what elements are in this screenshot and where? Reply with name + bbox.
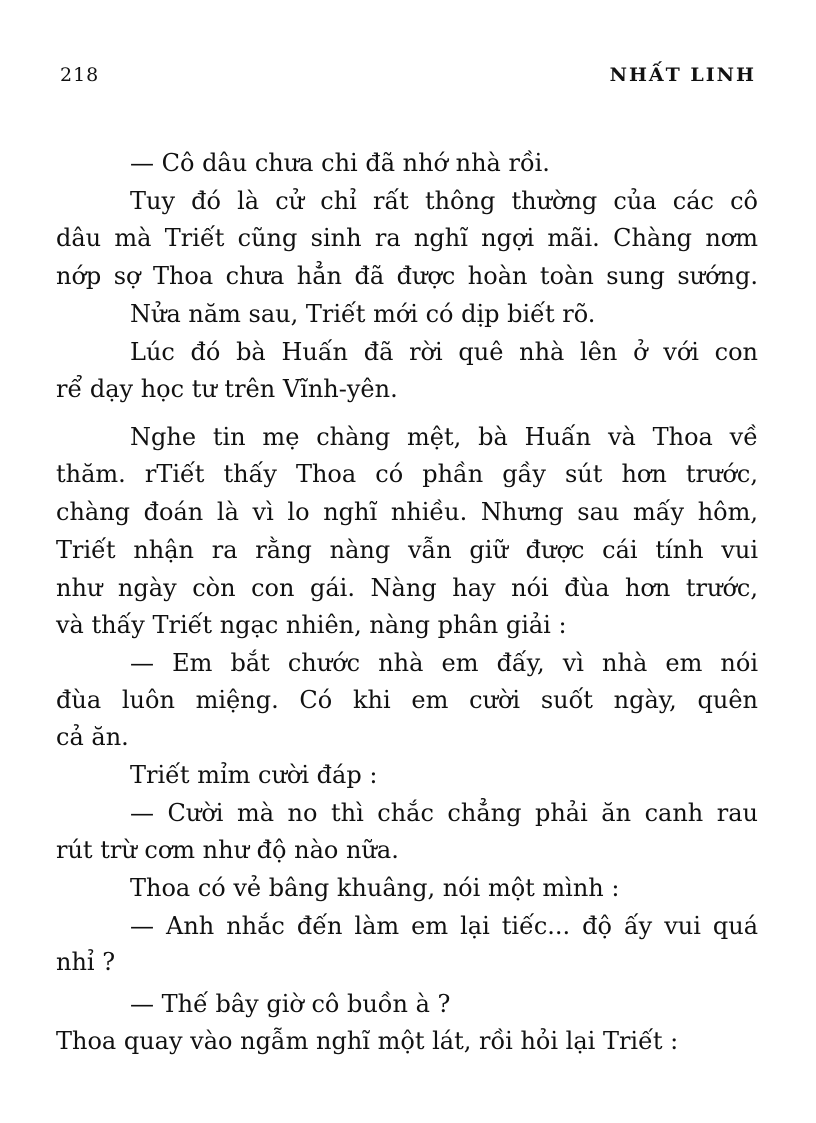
text-line: Lúc đó bà Huấn đã rời quê nhà lên ở với con xyxy=(130,338,758,366)
text-line: — Cô dâu chưa chi đã nhớ nhà rồi. xyxy=(130,149,550,177)
text-line: Triết mỉm cười đáp : xyxy=(130,761,378,789)
text-line: thăm. rTiết thấy Thoa có phần gầy sút hơn trước, xyxy=(56,460,758,488)
text-line: đùa luôn miệng. Có khi em cười suốt ngày, quên xyxy=(56,686,758,714)
text-line: chàng đoán là vì lo nghĩ nhiều. Nhưng sau mấy hôm, xyxy=(56,498,758,526)
text-line: Thoa có vẻ bâng khuâng, nói một mình : xyxy=(130,874,620,902)
text-line: nhỉ ? xyxy=(56,948,116,976)
text-line: — Thế bây giờ cô buồn à ? xyxy=(130,990,451,1018)
page-number: 218 xyxy=(60,64,100,86)
text-line: rút trừ cơm như độ nào nữa. xyxy=(56,836,399,864)
text-line: Triết nhận ra rằng nàng vẫn giữ được cái tính vui xyxy=(56,536,758,564)
text-line: Nửa năm sau, Triết mới có dịp biết rõ. xyxy=(130,300,596,328)
text-line: nớp sợ Thoa chưa hẳn đã được hoàn toàn sung sướng. xyxy=(56,262,758,290)
text-line: Tuy đó là cử chỉ rất thông thường của các cô xyxy=(130,187,758,215)
text-line: và thấy Triết ngạc nhiên, nàng phân giải : xyxy=(56,611,567,639)
running-head: NHẤT LINH xyxy=(609,64,756,86)
text-line: — Em bắt chước nhà em đấy, vì nhà em nói xyxy=(130,649,758,677)
page-header xyxy=(60,64,756,94)
text-line: cả ăn. xyxy=(56,723,129,751)
text-line: như ngày còn con gái. Nàng hay nói đùa hơn trước, xyxy=(56,574,758,602)
text-line: Thoa quay vào ngẫm nghĩ một lát, rồi hỏi lại Triết : xyxy=(56,1027,679,1055)
text-line: rể dạy học tư trên Vĩnh-yên. xyxy=(56,375,398,403)
text-line: dâu mà Triết cũng sinh ra nghĩ ngợi mãi. Chàng nơm xyxy=(56,224,758,252)
text-line: — Cười mà no thì chắc chẳng phải ăn canh rau xyxy=(130,799,758,827)
text-line: — Anh nhắc đến làm em lại tiếc... độ ấy vui quá xyxy=(130,912,758,940)
text-line: Nghe tin mẹ chàng mệt, bà Huấn và Thoa về xyxy=(130,423,758,451)
